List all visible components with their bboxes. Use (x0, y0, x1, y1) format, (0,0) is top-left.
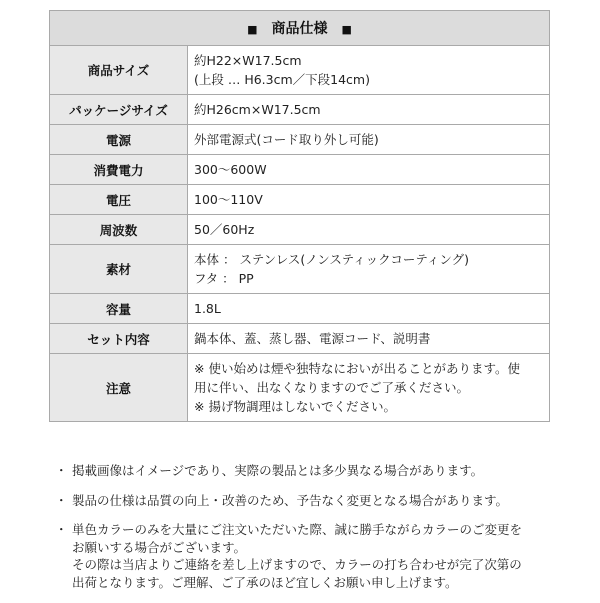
spec-value (188, 245, 550, 294)
spec-row (50, 125, 550, 155)
spec-title-row (50, 11, 550, 46)
spec-value (188, 155, 550, 185)
spec-row (50, 324, 550, 354)
note-line: 出荷となります。ご理解、ご了承のほど宜しくお願い申し上げます。 (72, 574, 458, 590)
bullet-icon: ・ (55, 492, 68, 508)
note-line: お願いする場合がございます。 (72, 539, 247, 555)
spec-label: 消費電力 (50, 155, 188, 185)
spec-value (188, 95, 550, 125)
spec-value (188, 324, 550, 354)
note-line: 製品の仕様は品質の向上・改善のため、予告なく変更となる場合があります。 (72, 492, 509, 508)
title-square-right-icon: ■ (341, 23, 352, 36)
spec-table (49, 10, 550, 422)
spec-value (188, 354, 550, 422)
spec-value (188, 215, 550, 245)
spec-row (50, 354, 550, 422)
spec-row (50, 46, 550, 95)
title-square-left-icon: ■ (247, 23, 258, 36)
notes-list (55, 462, 555, 603)
spec-value-line: ※ 揚げ物調理はしないでください。 (194, 399, 396, 414)
spec-row (50, 215, 550, 245)
spec-value (188, 125, 550, 155)
spec-value-line: 外部電源式(コード取り外し可能) (194, 132, 379, 147)
spec-title-text: 商品仕様 (271, 21, 328, 37)
spec-row (50, 245, 550, 294)
spec-label: パッケージサイズ (50, 95, 188, 125)
spec-value-line: 約H26cm×W17.5cm (194, 102, 321, 117)
spec-row (50, 155, 550, 185)
spec-label: 注意 (50, 354, 188, 422)
spec-value-line: 用に伴い、出なくなりますのでご了承ください。 (194, 380, 470, 395)
spec-label: 周波数 (50, 215, 188, 245)
spec-value-line: 鍋本体、蓋、蒸し器、電源コード、説明書 (194, 331, 431, 346)
spec-value (188, 46, 550, 95)
spec-title (50, 11, 550, 46)
spec-value-line: 50／60Hz (194, 222, 255, 237)
spec-value-line: フタ ： PP (194, 271, 254, 286)
note-item (55, 521, 555, 591)
bullet-icon: ・ (55, 522, 68, 537)
spec-value (188, 294, 550, 324)
note-line: 掲載画像はイメージであり、実際の製品とは多少異なる場合があります。 (72, 463, 484, 478)
note-line: その際は当店よりご連絡を差し上げますので、カラーの打ち合わせが完了次第の (72, 557, 522, 572)
spec-label: 電源 (50, 125, 188, 155)
note-item (55, 462, 555, 480)
spec-label: 素材 (50, 245, 188, 294)
spec-value-line: (上段 … H6.3cm／下段14cm) (194, 72, 370, 87)
note-line: 単色カラーのみを大量にご注文いただいた際、誠に勝手ながらカラーのご変更を (72, 522, 523, 537)
note-item (55, 492, 555, 510)
spec-value-line: 1.8L (194, 301, 221, 316)
spec-label: セット内容 (50, 324, 188, 354)
spec-label: 電圧 (50, 185, 188, 215)
spec-value-line: 本体 ： ステンレス(ノンスティックコーティング) (194, 252, 470, 267)
spec-value (188, 185, 550, 215)
bullet-icon: ・ (55, 463, 68, 478)
spec-row (50, 185, 550, 215)
spec-row (50, 294, 550, 324)
spec-value-line: ※ 使い始めは煙や独特なにおいが出ることがあります。使 (194, 361, 520, 376)
spec-label: 容量 (50, 294, 188, 324)
spec-value-line: 100～110V (194, 192, 263, 207)
spec-label: 商品サイズ (50, 46, 188, 95)
spec-rows (50, 46, 550, 422)
spec-value-line: 約H22×W17.5cm (194, 53, 302, 68)
spec-value-line: 300～600W (194, 162, 267, 177)
spec-row (50, 95, 550, 125)
